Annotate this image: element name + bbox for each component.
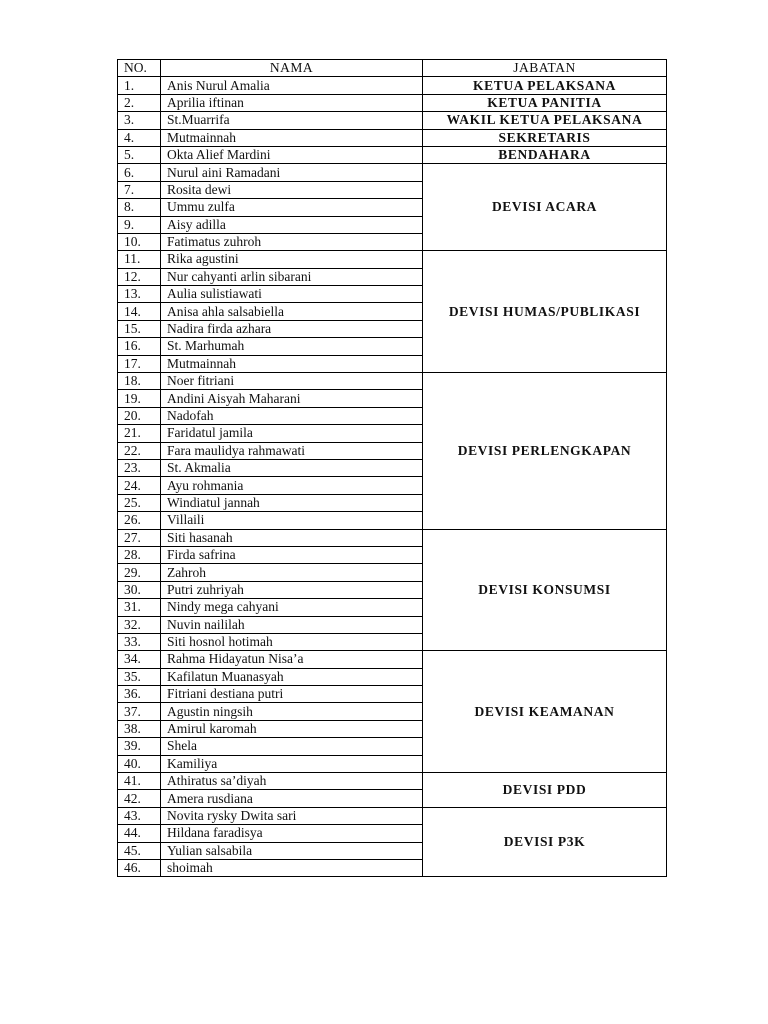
row-number: 26.: [118, 512, 161, 529]
row-number: 10.: [118, 233, 161, 250]
row-number: 28.: [118, 546, 161, 563]
table-row: [118, 529, 667, 546]
row-number: 4.: [118, 129, 161, 146]
member-name: Fitriani destiana putri: [161, 686, 423, 703]
position-cell: KETUA PANITIA: [423, 94, 667, 111]
row-number: 7.: [118, 181, 161, 198]
table-body: [118, 77, 667, 877]
row-number: 44.: [118, 825, 161, 842]
row-number: 2.: [118, 94, 161, 111]
member-name: Agustin ningsih: [161, 703, 423, 720]
row-number: 24.: [118, 477, 161, 494]
member-name: Villaili: [161, 512, 423, 529]
row-number: 42.: [118, 790, 161, 807]
member-name: Rosita dewi: [161, 181, 423, 198]
member-name: Aulia sulistiawati: [161, 286, 423, 303]
member-name: Yulian salsabila: [161, 842, 423, 859]
row-number: 9.: [118, 216, 161, 233]
member-name: Nadira firda azhara: [161, 320, 423, 337]
member-name: St. Akmalia: [161, 459, 423, 476]
header-jabatan: JABATAN: [423, 60, 667, 77]
member-name: Putri zuhriyah: [161, 581, 423, 598]
table-row: [118, 164, 667, 181]
row-number: 23.: [118, 459, 161, 476]
table-row: [118, 373, 667, 390]
row-number: 22.: [118, 442, 161, 459]
member-name: Nuvin naililah: [161, 616, 423, 633]
member-name: Nindy mega cahyani: [161, 599, 423, 616]
row-number: 36.: [118, 686, 161, 703]
member-name: Kafilatun Muanasyah: [161, 668, 423, 685]
row-number: 31.: [118, 599, 161, 616]
member-name: Amera rusdiana: [161, 790, 423, 807]
row-number: 43.: [118, 807, 161, 824]
member-name: Nadofah: [161, 407, 423, 424]
table-row: [118, 773, 667, 790]
member-name: Rika agustini: [161, 251, 423, 268]
table-header-row: [118, 60, 667, 77]
member-name: Novita rysky Dwita sari: [161, 807, 423, 824]
row-number: 21.: [118, 425, 161, 442]
table-row: [118, 251, 667, 268]
member-name: Noer fitriani: [161, 373, 423, 390]
table-row: [118, 807, 667, 824]
row-number: 46.: [118, 859, 161, 876]
row-number: 32.: [118, 616, 161, 633]
row-number: 38.: [118, 720, 161, 737]
committee-table: [117, 59, 667, 877]
row-number: 11.: [118, 251, 161, 268]
row-number: 13.: [118, 286, 161, 303]
member-name: shoimah: [161, 859, 423, 876]
row-number: 15.: [118, 320, 161, 337]
member-name: Firda safrina: [161, 546, 423, 563]
member-name: Nur cahyanti arlin sibarani: [161, 268, 423, 285]
position-cell: DEVISI ACARA: [423, 164, 667, 251]
table-row: [118, 77, 667, 94]
member-name: St.Muarrifa: [161, 112, 423, 129]
member-name: Hildana faradisya: [161, 825, 423, 842]
row-number: 33.: [118, 633, 161, 650]
row-number: 6.: [118, 164, 161, 181]
position-cell: DEVISI HUMAS/PUBLIKASI: [423, 251, 667, 373]
position-cell: DEVISI KONSUMSI: [423, 529, 667, 651]
member-name: St. Marhumah: [161, 338, 423, 355]
member-name: Aprilia iftinan: [161, 94, 423, 111]
row-number: 39.: [118, 738, 161, 755]
row-number: 20.: [118, 407, 161, 424]
row-number: 27.: [118, 529, 161, 546]
row-number: 37.: [118, 703, 161, 720]
row-number: 8.: [118, 199, 161, 216]
member-name: Athiratus sa’diyah: [161, 773, 423, 790]
member-name: Okta Alief Mardini: [161, 146, 423, 163]
member-name: Mutmainnah: [161, 355, 423, 372]
row-number: 12.: [118, 268, 161, 285]
position-cell: DEVISI P3K: [423, 807, 667, 877]
row-number: 18.: [118, 373, 161, 390]
member-name: Siti hasanah: [161, 529, 423, 546]
row-number: 35.: [118, 668, 161, 685]
member-name: Fara maulidya rahmawati: [161, 442, 423, 459]
member-name: Faridatul jamila: [161, 425, 423, 442]
member-name: Kamiliya: [161, 755, 423, 772]
member-name: Anisa ahla salsabiella: [161, 303, 423, 320]
row-number: 14.: [118, 303, 161, 320]
row-number: 5.: [118, 146, 161, 163]
row-number: 19.: [118, 390, 161, 407]
member-name: Ummu zulfa: [161, 199, 423, 216]
header-nama: NAMA: [161, 60, 423, 77]
position-cell: DEVISI PDD: [423, 773, 667, 808]
table-row: [118, 129, 667, 146]
row-number: 30.: [118, 581, 161, 598]
position-cell: SEKRETARIS: [423, 129, 667, 146]
row-number: 3.: [118, 112, 161, 129]
row-number: 17.: [118, 355, 161, 372]
row-number: 34.: [118, 651, 161, 668]
position-cell: DEVISI KEAMANAN: [423, 651, 667, 773]
row-number: 1.: [118, 77, 161, 94]
position-cell: KETUA PELAKSANA: [423, 77, 667, 94]
row-number: 16.: [118, 338, 161, 355]
position-cell: WAKIL KETUA PELAKSANA: [423, 112, 667, 129]
row-number: 45.: [118, 842, 161, 859]
member-name: Nurul aini Ramadani: [161, 164, 423, 181]
member-name: Anis Nurul Amalia: [161, 77, 423, 94]
position-cell: BENDAHARA: [423, 146, 667, 163]
member-name: Andini Aisyah Maharani: [161, 390, 423, 407]
member-name: Windiatul jannah: [161, 494, 423, 511]
member-name: Fatimatus zuhroh: [161, 233, 423, 250]
member-name: Shela: [161, 738, 423, 755]
row-number: 29.: [118, 564, 161, 581]
table-row: [118, 94, 667, 111]
member-name: Siti hosnol hotimah: [161, 633, 423, 650]
member-name: Aisy adilla: [161, 216, 423, 233]
table-row: [118, 146, 667, 163]
member-name: Mutmainnah: [161, 129, 423, 146]
row-number: 41.: [118, 773, 161, 790]
row-number: 40.: [118, 755, 161, 772]
table-row: [118, 651, 667, 668]
member-name: Amirul karomah: [161, 720, 423, 737]
member-name: Ayu rohmania: [161, 477, 423, 494]
member-name: Rahma Hidayatun Nisa’a: [161, 651, 423, 668]
member-name: Zahroh: [161, 564, 423, 581]
position-cell: DEVISI PERLENGKAPAN: [423, 373, 667, 530]
table-row: [118, 112, 667, 129]
row-number: 25.: [118, 494, 161, 511]
header-no: NO.: [118, 60, 161, 77]
